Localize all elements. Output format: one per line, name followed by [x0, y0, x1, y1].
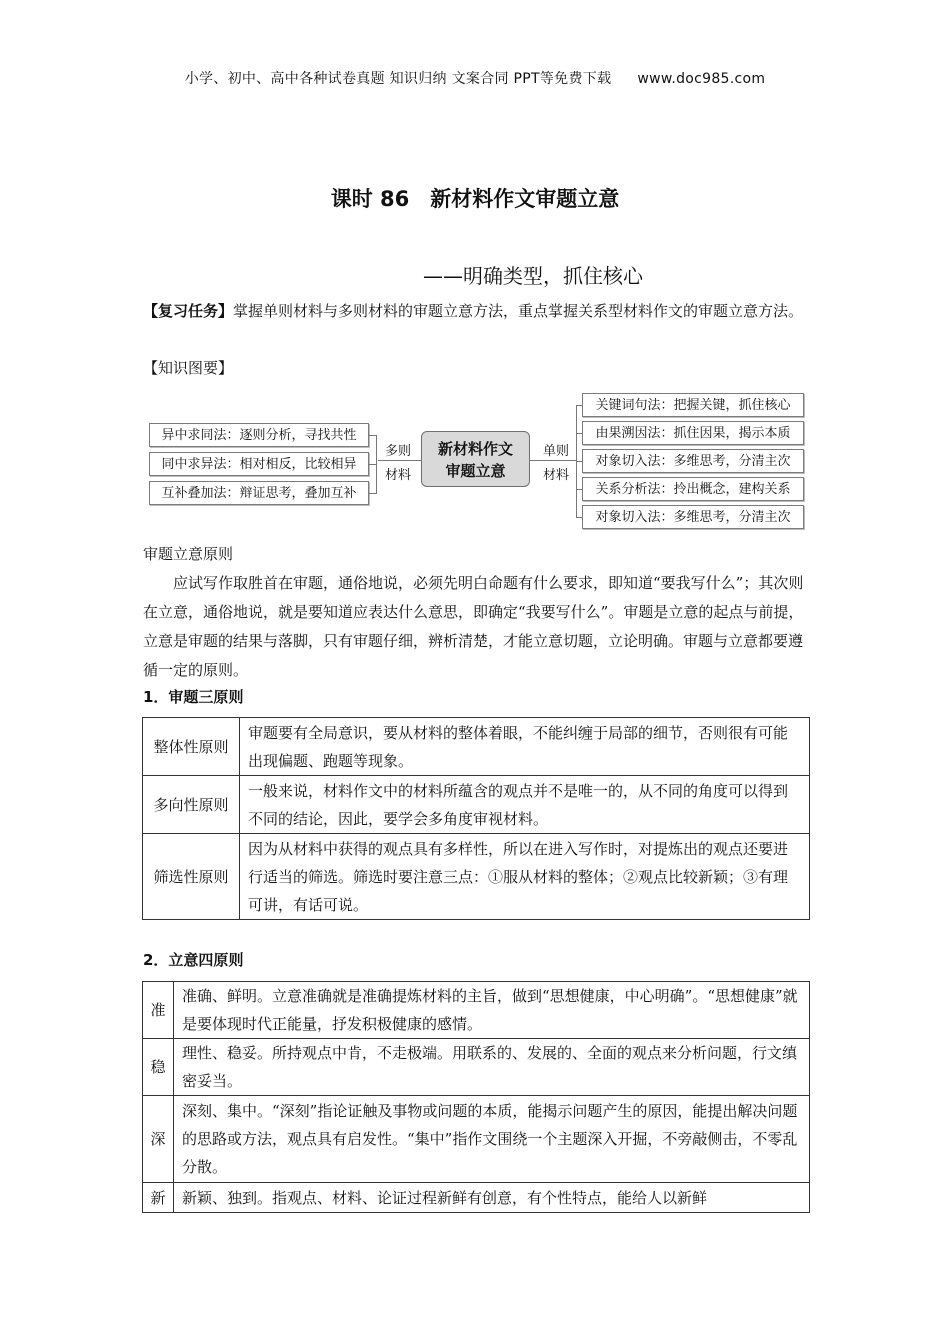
- table-value-cell: 一般来说，材料作文中的材料所蕴含的观点并不是唯一的，从不同的角度可以得到不同的结论，因此，要学会多角度审视材料。: [240, 776, 810, 834]
- table-row: [143, 718, 810, 776]
- table-key-cell: 整体性原则: [143, 718, 240, 776]
- mindmap-right-item: 对象切入法：多维思考，分清主次: [582, 449, 804, 473]
- table-row: [143, 982, 810, 1039]
- header-site[interactable]: www.doc985.com: [637, 71, 766, 87]
- principle-title: 审题立意原则: [143, 545, 234, 563]
- table-value-cell: 准确、鲜明。立意准确就是准确提炼材料的主旨，做到“思想健康，中心明确”。“思想健康”就是要体现时代正能量，抒发积极健康的感情。: [174, 982, 810, 1039]
- right-label-line: 材料: [542, 468, 569, 483]
- mindmap-connector: [369, 464, 376, 465]
- review-tag: 【复习任务】: [143, 302, 234, 320]
- review-text: 掌握单则材料与多则材料的审题立意方法，重点掌握关系型材料作文的审题立意方法。: [233, 302, 804, 320]
- mindmap-right-item: 对象切入法：多维思考，分清主次: [582, 505, 804, 529]
- mindmap-center: [421, 431, 530, 487]
- header-text: 小学、初中、高中各种试卷真题 知识归纳 文案合同 PPT等免费下载: [184, 71, 612, 87]
- mindmap-left-item: 互补叠加法：辩证思考，叠加互补: [149, 481, 369, 505]
- table-key-cell: 稳: [143, 1039, 174, 1096]
- table-value-cell: 理性、稳妥。所持观点中肯，不走极端。用联系的、发展的、全面的观点来分析问题，行文缜密妥当。: [174, 1039, 810, 1096]
- mindmap-right-item: 关系分析法：拎出概念，建构关系: [582, 477, 804, 501]
- right-label-line: 单则: [542, 444, 569, 459]
- mindmap-left-item: 异中求同法：逐则分析，寻找共性: [149, 423, 369, 447]
- table-value-cell: 深刻、集中。“深刻”指论证触及事物或问题的本质，能揭示问题产生的原因，能提出解决问题的思路或方法，观点具有启发性。“集中”指作文围绕一个主题深入开掘，不旁敲侧击，不零乱分散。: [174, 1096, 810, 1183]
- table-value-cell: 因为从材料中获得的观点具有多样性，所以在进入写作时，对提炼出的观点还要进行适当的筛选。筛选时要注意三点：①服从材料的整体；②观点比较新颖；③有理可讲，有话可说。: [240, 834, 810, 920]
- table-row: [143, 834, 810, 920]
- table-key-cell: 深: [143, 1096, 174, 1183]
- knowledge-tag-text: 【知识图要】: [143, 359, 234, 377]
- review-task: [143, 297, 808, 325]
- page-subtitle: ——明确类型，抓住核心: [423, 264, 643, 288]
- mindmap-connector: [369, 435, 376, 436]
- page-title: 课时 86 新材料作文审题立意: [330, 187, 620, 211]
- center-line: 审题立意: [445, 462, 506, 480]
- mindmap-left-item: 同中求异法：相对相反，比较相异: [149, 452, 369, 476]
- principle-body: 应试写作取胜首在审题，通俗地说，必须先明白命题有什么要求，即知道“要我写什么”；其次则在立意，通俗地说，就是要知道应表达什么意思，即确定“我要写什么”。审题是立意的起点与前提，立意是审题的结果与落脚，只有审题仔细，辨析清楚，才能立意切题，立论明确。审题与立意都要遵循一定的原则。: [143, 574, 804, 679]
- table-row: [143, 1183, 810, 1213]
- table-key-cell: 多向性原则: [143, 776, 240, 834]
- knowledge-tag: [143, 354, 808, 382]
- section2-title: 2．立意四原则: [143, 951, 244, 969]
- page-header: [0, 68, 950, 88]
- mindmap-right-label: [536, 440, 576, 488]
- left-label-line: 材料: [384, 468, 411, 483]
- table-row: [143, 1096, 810, 1183]
- table-row: [143, 1039, 810, 1096]
- mindmap-right-item: 关键词句法：把握关键，抓住核心: [582, 393, 804, 417]
- mindmap-left-label: [378, 440, 418, 488]
- section1-table: [142, 717, 810, 920]
- mindmap-connector: [378, 460, 421, 461]
- table-value-cell: 新颖、独到。指观点、材料、论证过程新鲜有创意，有个性特点，能给人以新鲜: [174, 1183, 810, 1213]
- table-row: [143, 776, 810, 834]
- left-label-line: 多则: [384, 444, 411, 459]
- table-key-cell: 新: [143, 1183, 174, 1213]
- table-value-cell: 审题要有全局意识，要从材料的整体着眼，不能纠缠于局部的细节，否则很有可能出现偏题、跑题等现象。: [240, 718, 810, 776]
- section1-title: 1．审题三原则: [143, 688, 244, 706]
- mindmap-connector: [376, 435, 377, 494]
- table-key-cell: 筛选性原则: [143, 834, 240, 920]
- mindmap-connector: [369, 493, 376, 494]
- section2-table: [142, 981, 810, 1213]
- center-line: 新材料作文: [437, 440, 513, 458]
- table-key-cell: 准: [143, 982, 174, 1039]
- mindmap-right-item: 由果溯因法：抓住因果，揭示本质: [582, 421, 804, 445]
